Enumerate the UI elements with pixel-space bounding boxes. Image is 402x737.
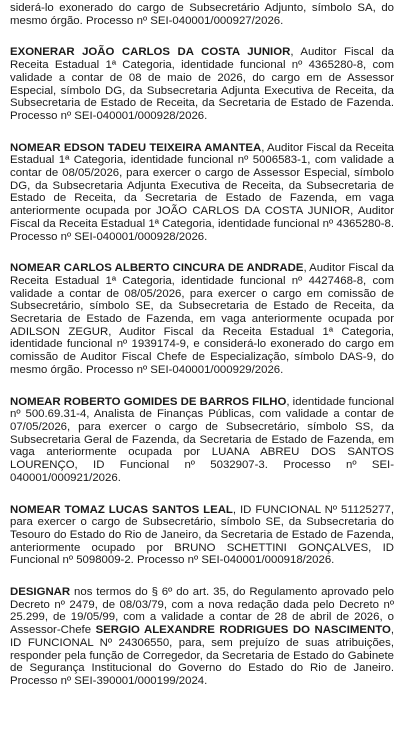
paragraph-nomear-roberto: NOMEAR ROBERTO GOMIDES DE BARROS FILHO, identidade funcional nº 500.69.31-4, Analista de Finanças Públicas, com validade a contar de 07/05/2026, para exercer o cargo de Subsecretário, símbolo SS, da Subsecretaria Geral de Fazenda, da Secretaria de Estado de Fazenda, em vaga anteriormente ocupada por LUANA ABREU DOS SANTOS LOURENÇO, ID Funcional nº 5032907-3. Processo nº SEI-040001/000921/2026.	[10, 395, 395, 484]
designated-person-name: SERGIO ALEXANDRE RODRIGUES DO NASCIMENTO	[95, 624, 391, 637]
paragraph-nomear-edson: NOMEAR EDSON TADEU TEIXEIRA AMANTEA, Auditor Fiscal da Receita Estadual 1ª Categoria, identidade funcional nº 5006583-1, com validade a contar de 08/05/2026, para exercer o cargo de Assessor Especial, símbolo DG, da Subsecretaria Adjunta Executiva de Receita, da Subsecretaria de Estado de Receita, da Secretaria de Estado de Fazenda, em vaga anteriormente ocupada por JOÃO CARLOS DA COSTA JUNIOR, Auditor Fiscal da Receita Estadual 1ª Categoria, identidade funcional nº 4365280-8. Processo nº SEI-040001/000928/2026.	[10, 141, 395, 243]
paragraph-nomear-carlos-alberto: NOMEAR CARLOS ALBERTO CINCURA DE ANDRADE, Auditor Fiscal da Receita Estadual 1ª Categoria, identidade funcional nº 4427468-8, com validade a contar de 08/05/2026, para exercer o cargo em comissão de Subsecretário, símbolo SE, da Subsecretaria de Estado de Receita, da Secretaria de Estado de Fazenda, em vaga anteriormente ocupada por ADILSON ZEGUR, Auditor Fiscal da Receita Estadual 1ª Categoria, identidade funcional nº 1939174-9, e considerá-lo exonerado do cargo em comissão de Auditor Fiscal Chefe de Especialização, símbolo DAS-9, do mesmo órgão. Processo nº SEI-040001/000929/2026.	[10, 262, 394, 376]
act-lead: NOMEAR CARLOS ALBERTO CINCURA DE ANDRADE	[10, 262, 304, 275]
act-lead: NOMEAR ROBERTO GOMIDES DE BARROS FILHO	[10, 395, 287, 408]
act-lead: NOMEAR TOMAZ LUCAS SANTOS LEAL	[10, 503, 233, 516]
paragraph-designar-sergio: DESIGNAR nos termos do § 6º do art. 35, do Regulamento aprovado pelo Decreto nº 2479, de 08/03/79, com a nova redação dada pelo Decreto nº 25.299, de 19/05/99, com a validade a contar de 28 de abril de 2026, o Assessor-Chefe SERGIO ALEXANDRE RODRIGUES DO NASCIMENTO, ID FUNCIONAL Nº 24306550, para, sem prejuízo de suas atribuições, responder pela função de Corregedor, da Secretaria de Estado do Gabinete de Segurança Institucional do Governo do Estado do Rio de Janeiro. Processo nº SEI-390001/000199/2024.	[10, 586, 395, 687]
paragraph-nomear-tomaz: NOMEAR TOMAZ LUCAS SANTOS LEAL, ID FUNCIONAL Nº 51125277, para exercer o cargo de Subsecretário, símbolo SE, da Subsecretaria do Tesouro do Estado do Rio de Janeiro, da Secretaria de Estado de Fazenda, anteriormente ocupado por BRUNO SCHETTINI GONÇALVES, ID Funcional nº 5098009-2. Processo nº SEI-040001/000918/2026.	[10, 503, 394, 567]
act-lead: DESIGNAR	[10, 586, 71, 599]
paragraph-continuation: siderá-lo exonerado do cargo de Subsecretário Adjunto, símbolo SA, do mesmo órgão. Processo nº SEI-040001/000927/2026.	[10, 2, 394, 27]
act-lead: EXONERAR JOÃO CARLOS DA COSTA JUNIOR	[10, 46, 291, 59]
paragraph-exonerar-joao-carlos: EXONERAR JOÃO CARLOS DA COSTA JUNIOR, Auditor Fiscal da Receita Estadual 1ª Categoria, identidade funcional nº 4365280-8, com validade a contar de 08 de maio de 2026, do cargo em de Assessor Especial, símbolo DG, da Subsecretaria Adjunta Executiva de Receita, da Subsecretaria de Estado de Receita, da Secretaria de Estado de Fazenda. Processo nº SEI-040001/000928/2026.	[10, 46, 394, 122]
act-lead: NOMEAR EDSON TADEU TEIXEIRA AMANTEA	[10, 141, 262, 154]
